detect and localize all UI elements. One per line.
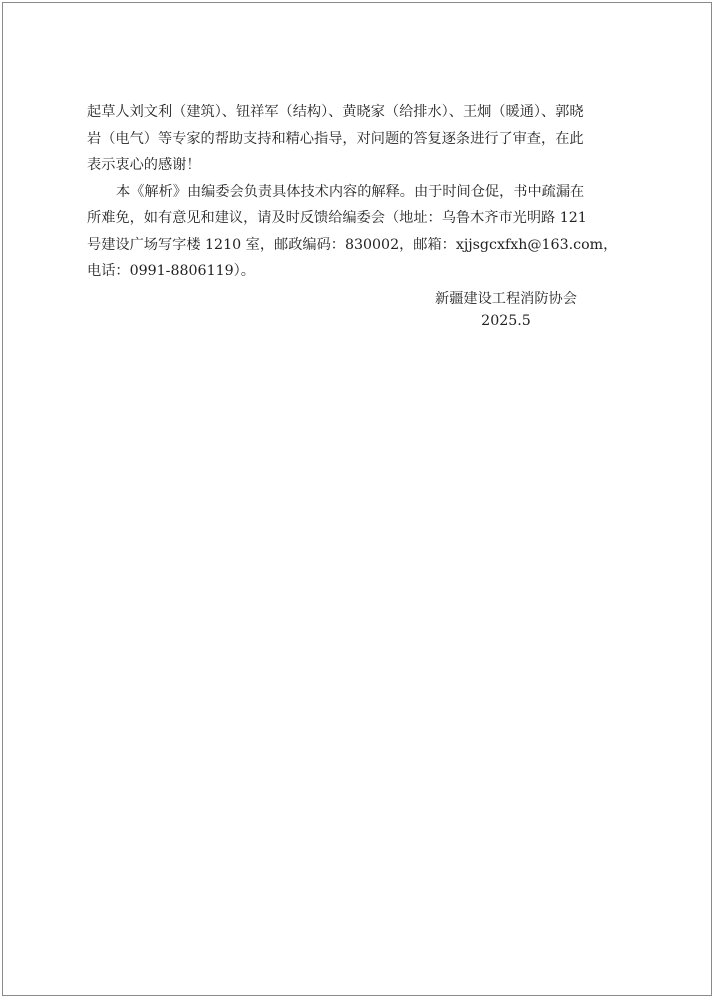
contact-paragraph — [87, 179, 619, 285]
acknowledgement-paragraph — [87, 99, 619, 179]
text-line: 岩（电气）等专家的帮助支持和精心指导，对问题的答复逐条进行了审查，在此 — [87, 130, 584, 147]
body-text — [87, 99, 619, 285]
text-line: 起草人刘文利（建筑）、钮祥军（结构）、黄晓家（给排水）、王炯（暖通）、郭晓 — [87, 104, 584, 120]
text-line: 电话：0991-8806119）。 — [87, 263, 255, 279]
text-line: 本《解析》由编委会负责具体技术内容的解释。由于时间仓促，书中疏漏在 — [116, 183, 585, 200]
signature-date: 2025.5 — [481, 313, 531, 329]
document-page — [2, 2, 712, 996]
signature-organization: 新疆建设工程消防协会 — [435, 291, 577, 307]
text-line: 号建设广场写字楼 1210 室，邮政编码：830002，邮箱：xjjsgcxfxh@163.com， — [87, 236, 618, 253]
text-line: 所难免，如有意见和建议，请及时反馈给编委会（地址：乌鲁木齐市光明路 121 — [87, 210, 587, 226]
text-line: 表示衷心的感谢！ — [87, 157, 201, 173]
signature-block — [421, 288, 591, 332]
